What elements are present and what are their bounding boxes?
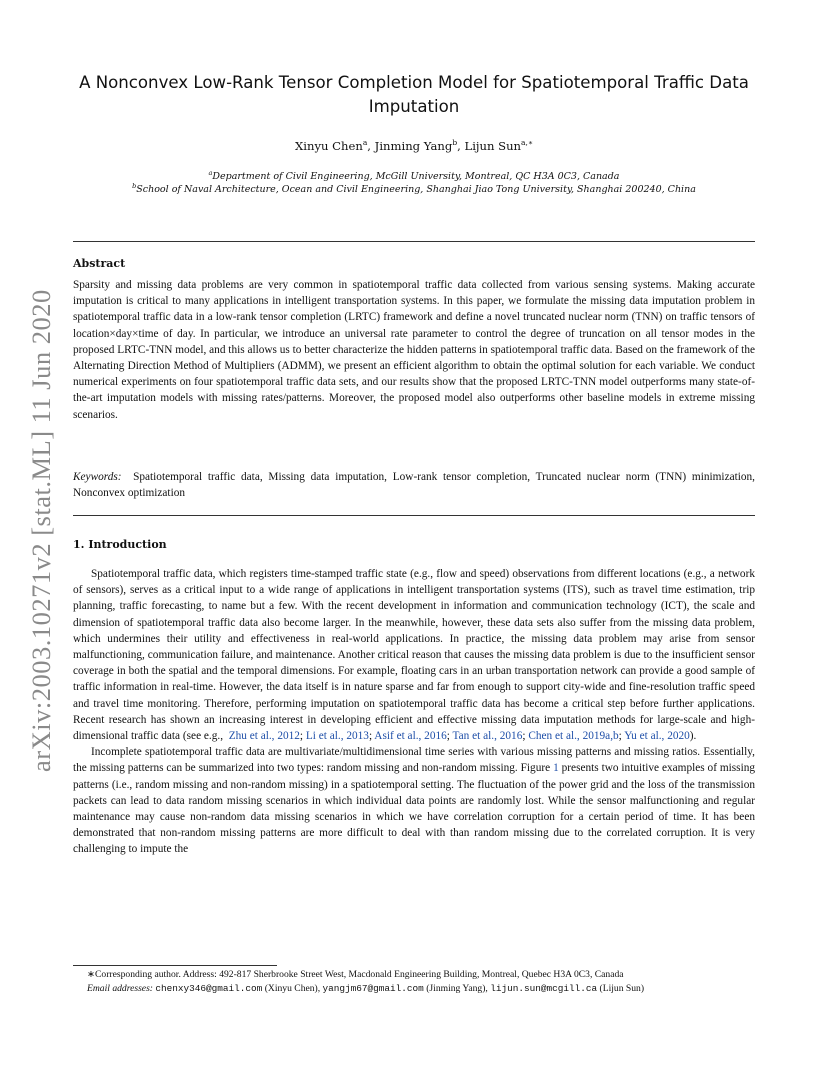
citation-link[interactable]: Asif et al., 2016	[374, 730, 447, 743]
email-footnote: Email addresses: chenxy346@gmail.com (Xinyu Chen), yangjm67@gmail.com (Jinming Yang), lijun.sun@mcgill.ca (Lijun Sun)	[87, 982, 645, 994]
citation-link[interactable]: Li et al., 2013	[305, 730, 369, 743]
top-divider	[73, 241, 755, 242]
intro-paragraph-2-text-a: Incomplete spatiotemporal traffic data are multivariate/multidimensional time series with various missing patterns and missing ratios. Essentially, the missing patterns can be summarized into two types: random missing and non-random missing. Figure	[73, 746, 755, 775]
corresponding-author-footnote: ∗Corresponding author. Address: 492-817 Sherbrooke Street West, Macdonald Engineering Building, Montreal, Quebec H3A 0C3, Canada	[87, 969, 624, 980]
affiliation-text: Department of Civil Engineering, McGill University, Montreal, QC H3A 0C3, Canada	[212, 171, 620, 183]
email-link[interactable]: chenxy346@gmail.com	[155, 982, 263, 994]
figure-reference-link[interactable]: 1	[553, 762, 559, 775]
abstract-divider	[73, 515, 755, 516]
author-affiliation-mark: b	[452, 138, 458, 147]
footnote-divider	[73, 965, 277, 966]
email-owner: (Jinming Yang)	[426, 982, 486, 994]
abstract-heading: Abstract	[73, 257, 126, 270]
citation-separator: ;	[299, 730, 306, 743]
abstract-text: Sparsity and missing data problems are very common in spatiotemporal traffic data collected from various sensing systems. Making accurate imputation is critical to many applications in intelligent transportation systems. In this paper, we formulate the missing data imputation problem in spatiotemporal traffic data in a low-rank tensor completion (LRTC) framework and define a novel truncated nuclear norm (TNN) on traffic tensors of location×day×time of day. In particular, we introduce an universal rate parameter to control the degree of truncation on all tensor modes in the proposed LRTC-TNN model, and this allows us to better characterize the hidden patterns in spatiotemporal traffic data. Based on the framework of the Alternating Direction Method of Multipliers (ADMM), we present an efficient algorithm to obtain the optimal solution for each variable. We conduct numerical experiments on four spatiotemporal traffic data sets, and our results show that the proposed LRTC-TNN model outperforms many state-of-the-art imputation models with missing rates/patterns. Moreover, the proposed model also outperforms other baseline models in extreme missing scenarios.	[73, 279, 755, 421]
citation-separator: ;	[368, 730, 375, 743]
citation-separator: ;	[446, 730, 453, 743]
author-affiliation-mark: a	[362, 138, 368, 147]
email-link[interactable]: yangjm67@gmail.com	[322, 982, 424, 994]
affiliation-mark: a	[208, 169, 213, 177]
affiliation	[0, 180, 828, 196]
author-name: Lijun Sun	[464, 138, 522, 153]
email-owner: (Xinyu Chen)	[264, 982, 318, 994]
introduction-body	[73, 566, 755, 858]
author-name: Xinyu Chen	[295, 138, 363, 153]
footnotes	[73, 968, 755, 995]
affiliation-mark: b	[132, 182, 137, 190]
abstract-body	[73, 277, 755, 423]
citation-separator: ;	[522, 730, 529, 743]
citation-separator: ).	[689, 730, 697, 743]
author-affiliation-mark: a,∗	[521, 138, 533, 147]
author-name: Jinming Yang	[374, 138, 453, 153]
keywords-label: Keywords:	[73, 471, 122, 483]
intro-paragraph-1	[73, 566, 755, 744]
citation-list	[229, 730, 697, 742]
intro-paragraph-2	[73, 744, 755, 857]
affiliation-text: School of Naval Architecture, Ocean and Civil Engineering, Shanghai Jiao Tong University, Shanghai 200240, China	[136, 184, 696, 196]
keywords-block	[73, 469, 755, 501]
intro-paragraph-1-text: Spatiotemporal traffic data, which registers time-stamped traffic state (e.g., flow and speed) observations from different locations (e.g., a network of sensors), serves as a critical input to a wide range of applications in intelligent transportation systems (ITS), such as travel time estimation, trip planning, traffic forecasting, to name but a few. With the recent development in information and communication technology (ICT), the scale and dimension of spatiotemporal traffic data also become larger. In the meanwhile, however, these data sets also suffer from the missing data problem, which undermines their utility and effectiveness in real-world applications. In practice, the missing data problem may arise from sensor malfunctioning, communication failure, and maintenance. Another critical reason that causes the missing data problem is due to the insufficient sensor coverage in both the spatial and the temporal dimensions. For example, floating cars in an urban transportation network can provide a good sample of traffic information in real-time. However, the data itself is in nature sparse and far from enough to support city-wide and fine-resolution traffic speed and travel time monitoring. Therefore, performing imputation on spatiotemporal traffic data has become a critical step before further applications. Recent research has shown an increasing interest in developing efficient and effective missing data imputation methods for large-scale and high-dimensional traffic data (see e.g.,	[73, 568, 755, 743]
citation-link[interactable]: Tan et al., 2016	[452, 730, 523, 743]
citation-link[interactable]: Chen et al., 2019a,b	[528, 730, 619, 743]
intro-paragraph-2-text-b: presents two intuitive examples of missing patterns (i.e., random missing and non-random missing) in a spatiotemporal setting. The fluctuation of the power grid and the loss of the transmission packets can lead to data random missing scenarios in which individual data points are randomly lost. While the sensor malfunctioning and regular maintenance may cause non-random data missing scenarios in which we have correlation corruption for a certain period of time. It has been demonstrated that non-random missing patterns are more difficult to deal with than random missing due to the correlated corruption. It is very challenging to impute the	[73, 762, 756, 856]
arxiv-identifier: arXiv:2003.10271v2 [stat.ML] 11 Jun 2020	[26, 289, 56, 772]
keywords-text: Spatiotemporal traffic data, Missing data imputation, Low-rank tensor completion, Truncated nuclear norm (TNN) minimization, Nonconvex optimization	[73, 471, 755, 500]
email-link[interactable]: lijun.sun@mcgill.ca	[490, 982, 598, 994]
citation-link[interactable]: Zhu et al., 2012	[228, 730, 300, 743]
email-owner: (Lijun Sun)	[599, 982, 645, 994]
email-label: Email addresses:	[87, 982, 153, 994]
author-list: Xinyu Chen$^a$, Jinming Yang$^b$, Lijun Sun$^{a,∗}$	[295, 138, 533, 153]
paper-title: A Nonconvex Low-Rank Tensor Completion Model for Spatiotemporal Traffic Data Imputation	[79, 73, 749, 116]
citation-separator: ;	[618, 730, 625, 743]
section-heading-introduction: 1. Introduction	[73, 538, 167, 551]
citation-link[interactable]: Yu et al., 2020	[624, 730, 690, 743]
